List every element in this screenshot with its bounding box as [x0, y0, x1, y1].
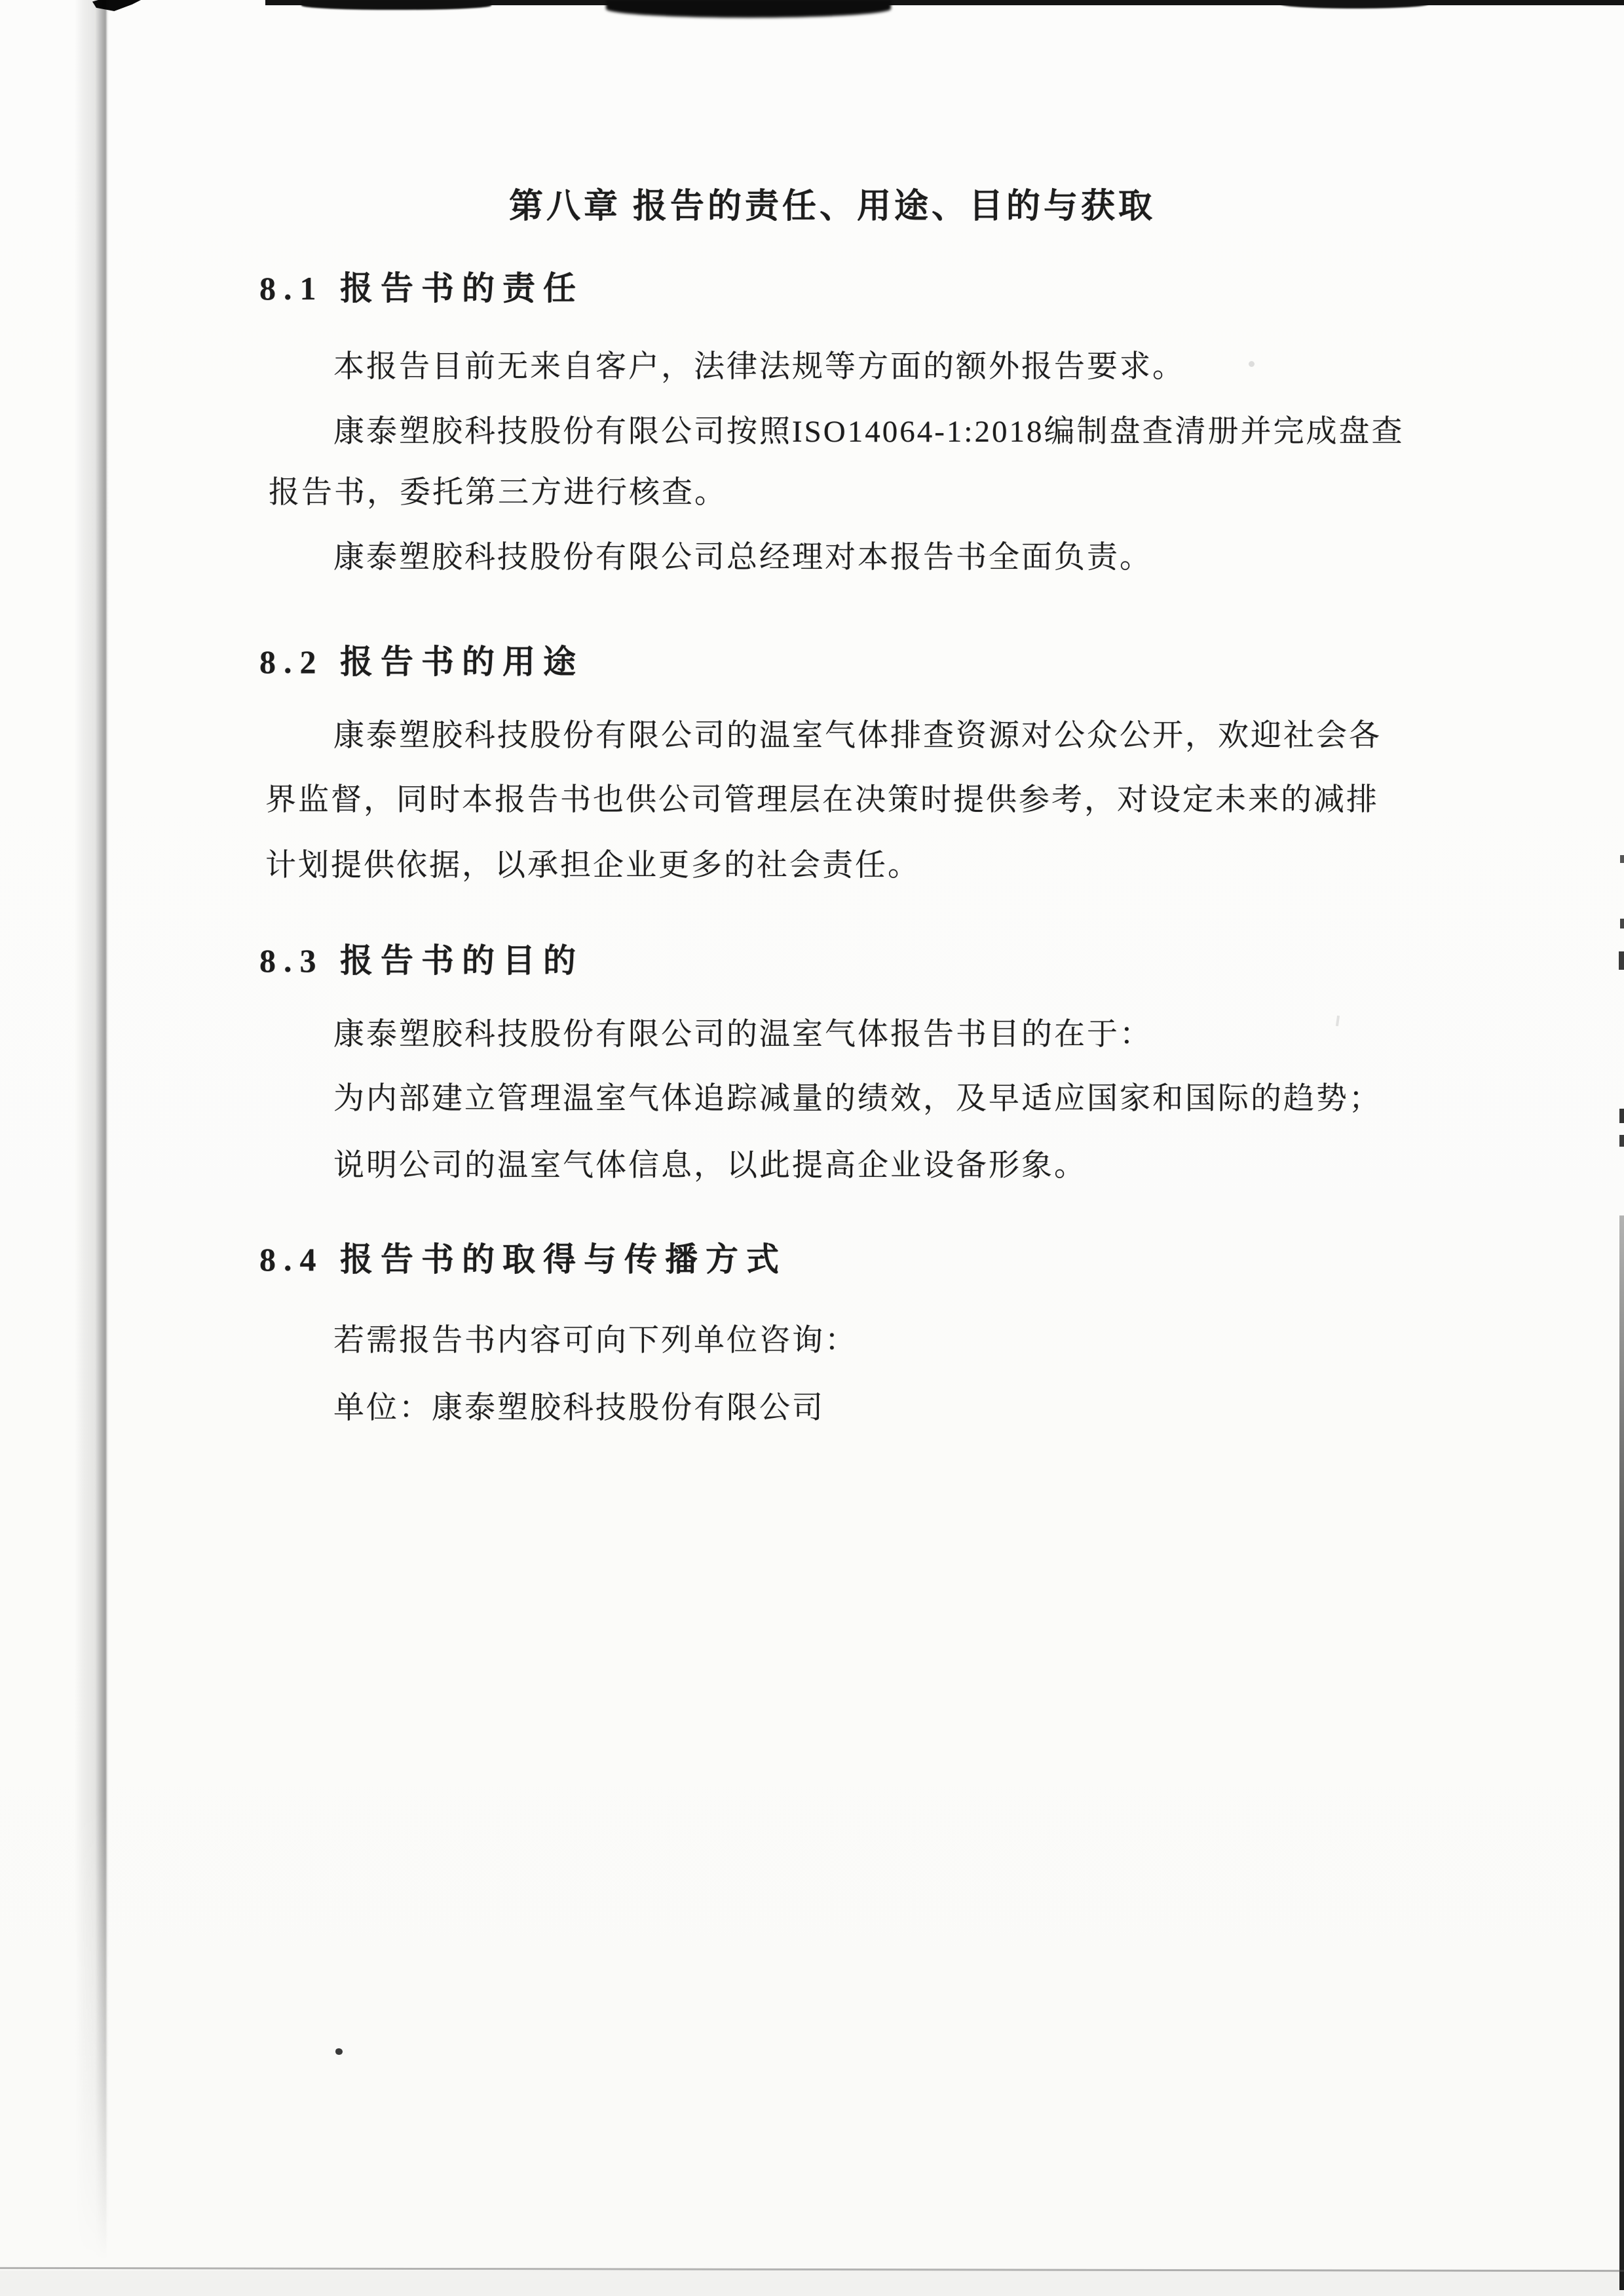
scan-right-edge-speck — [1619, 1135, 1624, 1147]
text-line: 说明公司的温室气体信息，以此提高企业设备形象。 — [333, 1149, 1087, 1183]
scan-right-edge-line — [1619, 1215, 1624, 2290]
scan-bottom-shadow-area — [0, 2270, 1624, 2296]
faint-ink-speck — [1249, 361, 1255, 367]
section-heading-8-2: 8.2 报告书的用途 — [259, 643, 584, 680]
scan-right-edge-speck — [1620, 855, 1624, 863]
text-line: 报告书，委托第三方进行核查。 — [269, 476, 727, 510]
scan-right-edge-speck — [1620, 919, 1624, 928]
text-line: 单位：康泰塑胶科技股份有限公司 — [333, 1391, 825, 1425]
text-line: 康泰塑胶科技股份有限公司总经理对本报告书全面负责。 — [333, 541, 1152, 575]
text-line: 计划提供依据，以承担企业更多的社会责任。 — [265, 849, 920, 883]
text-line: 若需报告书内容可向下列单位咨询： — [333, 1324, 858, 1358]
chapter-title: 第八章 报告的责任、用途、目的与获取 — [509, 188, 1156, 225]
scan-top-edge-bulge — [606, 0, 891, 18]
text-line: 康泰塑胶科技股份有限公司的温室气体排查资源对公众公开，欢迎社会各 — [333, 719, 1382, 753]
scan-left-shadow-band — [75, 0, 109, 2261]
text-line: 为内部建立管理温室气体追踪减量的绩效，及早适应国家和国际的趋势； — [333, 1082, 1382, 1116]
scan-right-edge-speck — [1619, 951, 1624, 970]
section-heading-8-1: 8.1 报告书的责任 — [259, 270, 584, 307]
faint-ink-speck — [1336, 1016, 1340, 1026]
ink-speck — [335, 2048, 343, 2055]
text-line: 本报告目前无来自客户，法律法规等方面的额外报告要求。 — [333, 350, 1185, 384]
scan-top-edge-bulge — [301, 0, 491, 10]
section-heading-8-3: 8.3 报告书的目的 — [259, 942, 584, 979]
section-heading-8-4: 8.4 报告书的取得与传播方式 — [259, 1241, 787, 1278]
scan-top-edge-bulge — [1281, 0, 1428, 9]
text-line: 康泰塑胶科技股份有限公司按照ISO14064-1:2018编制盘查清册并完成盘查 — [333, 415, 1405, 449]
text-line: 康泰塑胶科技股份有限公司的温室气体报告书目的在于： — [333, 1018, 1152, 1052]
text-line: 界监督，同时本报告书也供公司管理层在决策时提供参考，对设定未来的减排 — [265, 783, 1379, 817]
scan-right-edge-speck — [1619, 1109, 1624, 1123]
